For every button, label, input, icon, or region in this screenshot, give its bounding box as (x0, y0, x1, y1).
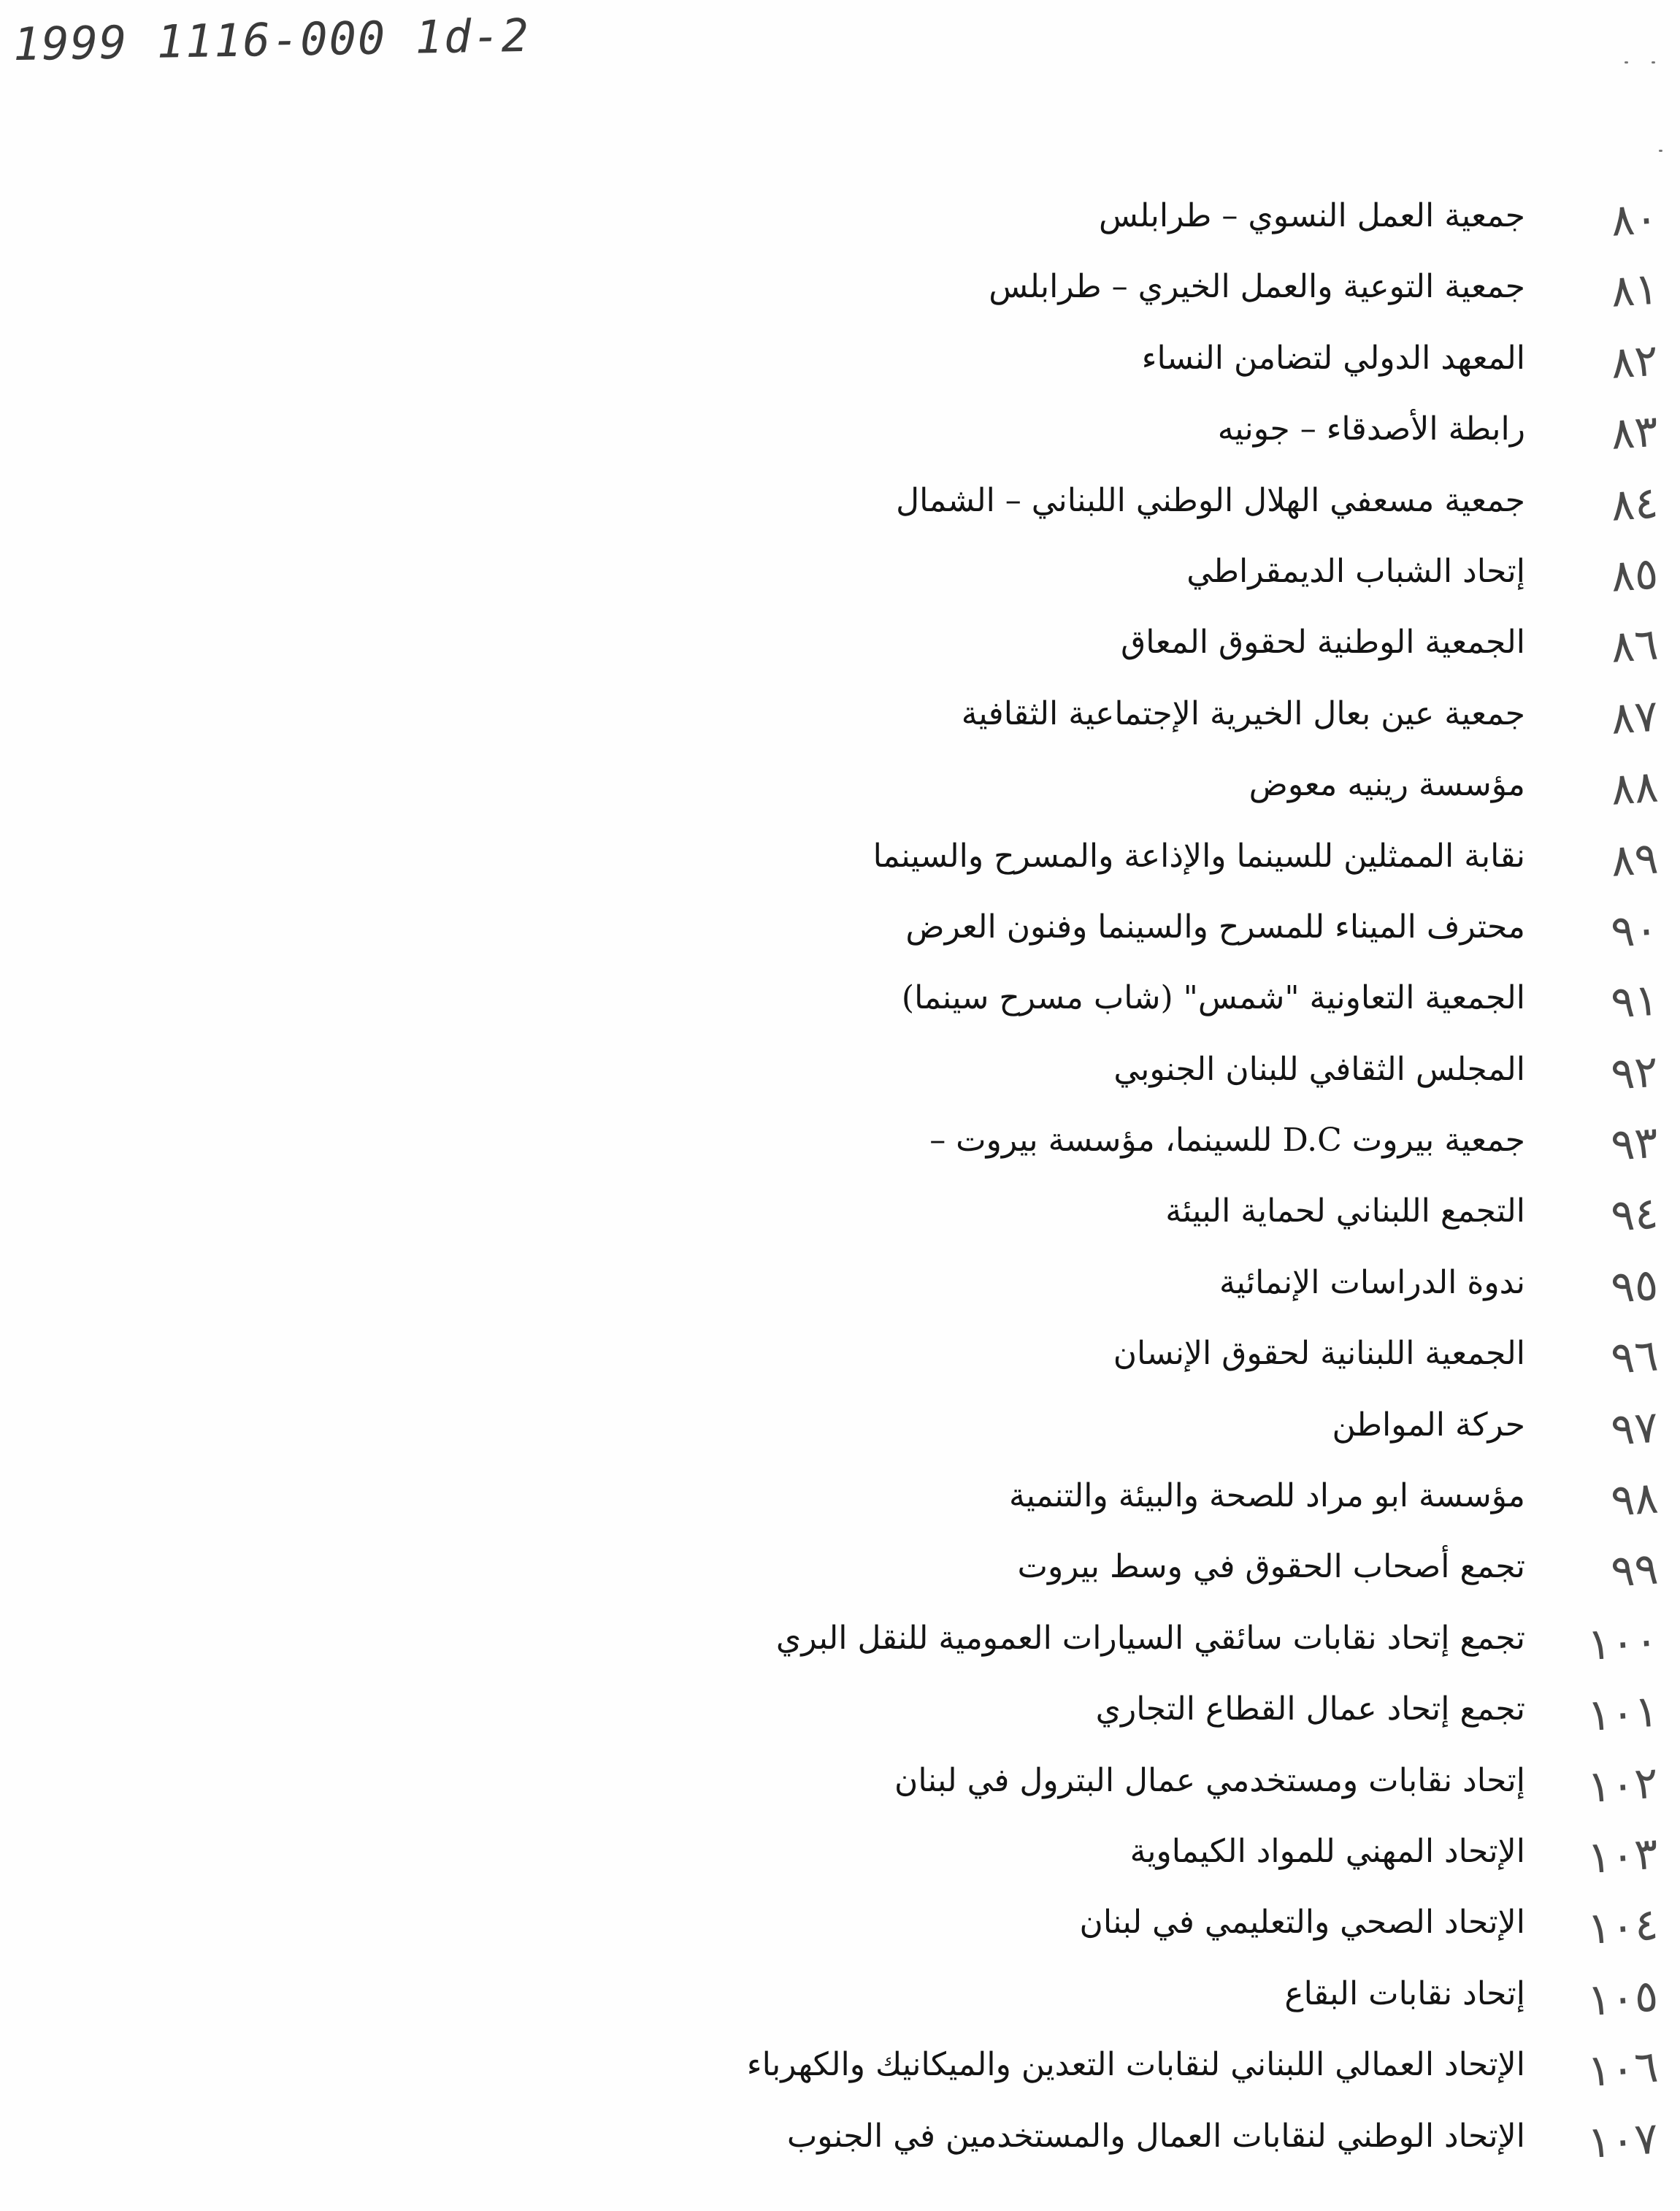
item-name: إتحاد نقابات البقاع (1284, 1974, 1525, 2012)
list-item (0, 1685, 1680, 1755)
item-number: ٩٥ (1609, 1259, 1660, 1314)
item-name: المعهد الدولي لتضامن النساء (1141, 339, 1525, 377)
list-item (0, 760, 1680, 831)
item-number: ٨٥ (1609, 548, 1660, 602)
item-number: ٩٤ (1609, 1188, 1660, 1243)
list-item (0, 405, 1680, 475)
scan-speck (1659, 150, 1662, 152)
list-item (0, 1898, 1680, 1969)
list-item (0, 1258, 1680, 1329)
item-number: ٨٤ (1609, 477, 1660, 532)
item-number: ٩٦ (1609, 1330, 1660, 1385)
item-name: التجمع اللبناني لحماية البيئة (1165, 1192, 1525, 1230)
item-number: ١٠٤ (1585, 1898, 1660, 1955)
list-item (0, 547, 1680, 618)
item-name: جمعية العمل النسوي – طرابلس (1098, 197, 1525, 234)
item-number: ٩٢ (1609, 1046, 1660, 1100)
item-number: ٩٧ (1609, 1401, 1660, 1456)
list-item (0, 1827, 1680, 1898)
item-name: جمعية التوعية والعمل الخيري – طرابلس (989, 268, 1525, 306)
item-number: ١٠٠ (1585, 1614, 1660, 1671)
item-name: تجمع إتحاد عمال القطاع التجاري (1095, 1690, 1525, 1728)
item-number: ٨١ (1609, 263, 1660, 318)
item-number: ٨٧ (1609, 690, 1660, 745)
item-number: ١٠٢ (1585, 1757, 1660, 1813)
item-name: جمعية مسعفي الهلال الوطني اللبناني – الشمال (896, 481, 1525, 519)
list-item (0, 2112, 1680, 2183)
item-name: الجمعية اللبنانية لحقوق الإنسان (1113, 1335, 1525, 1373)
list-item (0, 903, 1680, 973)
list-item (0, 973, 1680, 1044)
list-item (0, 1542, 1680, 1613)
item-name: الإتحاد العمالي اللبناني لنقابات التعدين والميكانيك والكهرباء (746, 2046, 1525, 2084)
item-number: ١٠٧ (1585, 2112, 1660, 2169)
list-item (0, 1329, 1680, 1400)
list-item (0, 334, 1680, 405)
item-number: ٩٣ (1609, 1116, 1660, 1171)
list-item (0, 832, 1680, 903)
item-name: ندوة الدراسات الإنمائية (1219, 1263, 1525, 1301)
item-number: ٨٢ (1609, 334, 1660, 389)
item-name: تجمع إتحاد نقابات سائقي السيارات العمومية للنقل البري (775, 1619, 1525, 1657)
list-item (0, 1187, 1680, 1257)
list-item (0, 1614, 1680, 1685)
scan-speck (1652, 61, 1655, 64)
item-number: ١٠٥ (1585, 1970, 1660, 2026)
list-item (0, 618, 1680, 689)
item-name: الإتحاد الوطني لنقابات العمال والمستخدمين في الجنوب (786, 2117, 1525, 2155)
item-number: ٩٨ (1609, 1472, 1660, 1527)
item-name: مؤسسة ابو مراد للصحة والبيئة والتنمية (1009, 1477, 1525, 1515)
item-name: إتحاد الشباب الديمقراطي (1186, 552, 1525, 590)
list-item (0, 1471, 1680, 1542)
handwritten-reference-note: 1999 1116-000 1d-2 (12, 8, 531, 72)
item-number: ٨٣ (1609, 405, 1660, 461)
item-number: ١٠٣ (1585, 1828, 1660, 1885)
item-name: الإتحاد المهني للمواد الكيماوية (1129, 1832, 1525, 1870)
item-name: الإتحاد الصحي والتعليمي في لبنان (1079, 1904, 1525, 1942)
item-number: ١٠٦ (1585, 2041, 1660, 2098)
scan-speck (1625, 61, 1628, 64)
item-number: ٨٦ (1609, 618, 1660, 674)
item-name: جمعية بيروت D.C للسينما، مؤسسة بيروت – (929, 1122, 1525, 1160)
item-name: محترف الميناء للمسرح والسينما وفنون العرض (905, 908, 1525, 946)
item-number: ٩١ (1609, 974, 1660, 1030)
item-name: المجلس الثقافي للبنان الجنوبي (1113, 1050, 1525, 1088)
item-number: ٨٠ (1609, 192, 1660, 247)
item-name: مؤسسة رينيه معوض (1249, 766, 1525, 804)
organization-list (0, 191, 1680, 2183)
list-item (0, 1045, 1680, 1116)
item-name: حركة المواطن (1332, 1406, 1525, 1444)
list-item (0, 476, 1680, 547)
item-name: إتحاد نقابات ومستخدمي عمال البترول في لبنان (894, 1761, 1525, 1799)
item-name: تجمع أصحاب الحقوق في وسط بيروت (1017, 1548, 1525, 1586)
item-name: الجمعية التعاونية "شمس" (شاب مسرح سينما) (901, 979, 1525, 1017)
item-number: ٨٩ (1609, 832, 1660, 887)
list-item (0, 191, 1680, 262)
item-number: ١٠١ (1585, 1685, 1660, 1742)
item-name: جمعية عين بعال الخيرية الإجتماعية الثقافية (961, 694, 1525, 732)
item-name: رابطة الأصدقاء – جونيه (1217, 410, 1525, 448)
list-item (0, 1400, 1680, 1471)
item-name: الجمعية الوطنية لحقوق المعاق (1121, 624, 1525, 662)
list-item (0, 1969, 1680, 2040)
item-number: ٩٠ (1609, 903, 1660, 958)
item-number: ٨٨ (1609, 761, 1660, 816)
list-item (0, 1116, 1680, 1187)
list-item (0, 2040, 1680, 2111)
list-item (0, 262, 1680, 333)
item-number: ٩٩ (1609, 1543, 1660, 1598)
item-name: نقابة الممثلين للسينما والإذاعة والمسرح والسينما (872, 837, 1525, 875)
list-item (0, 1756, 1680, 1827)
list-item (0, 689, 1680, 760)
